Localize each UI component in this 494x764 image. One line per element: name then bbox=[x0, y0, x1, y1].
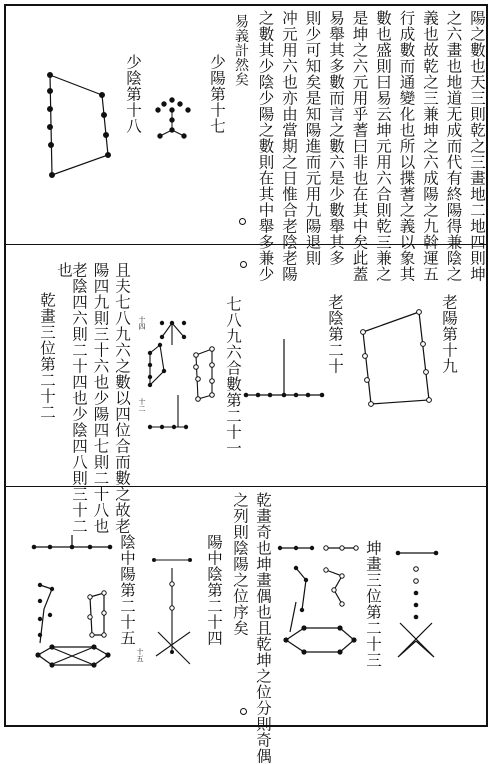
text-column: 義也故乾之三兼坤之六成陽之九斡運五 bbox=[421, 10, 439, 282]
title-laoyang-19: 老陽第十九 bbox=[440, 294, 458, 374]
diagram-laoyang bbox=[355, 308, 445, 418]
ring-marker bbox=[240, 261, 247, 268]
text-column: 行成數而通變化也所以揲蓍之義以象其 bbox=[397, 10, 416, 282]
text-column: 陽之數也天三則乾之三畫地二地四則坤 bbox=[468, 10, 486, 282]
title-shaoyang-17: 少陽第十七 bbox=[208, 54, 226, 134]
text-column: 且夫七八九六之數以四位合而數之故老 bbox=[113, 262, 131, 534]
diagram-shaoyin bbox=[40, 65, 120, 195]
small-mark-1: 十四 bbox=[138, 316, 146, 330]
title-qian-22: 乾畫三位第二十二 bbox=[38, 292, 56, 420]
text-column: 乾畫奇也坤畫偶也且乾坤之位分則奇偶 bbox=[254, 492, 272, 764]
title-yinzhongyang-25: 陰中陽第二十五 bbox=[118, 534, 136, 646]
title-shaoyin-18: 少陰第十八 bbox=[124, 54, 142, 134]
diagram-qian-kun-pair bbox=[276, 540, 366, 670]
title-laoyin-20: 老陰第二十 bbox=[326, 294, 344, 374]
text-column: 是坤之六元用乎蓍曰非也在其中矣此蓋 bbox=[350, 10, 369, 282]
diagram-cross bbox=[238, 335, 328, 405]
title-yangzhongyin-24: 陽中陰第二十四 bbox=[205, 534, 223, 646]
title-hesu-21: 七八九六合數第二十一 bbox=[224, 296, 242, 456]
ring-marker bbox=[239, 218, 246, 225]
middle-end-char: 也 bbox=[55, 262, 73, 278]
text-column: 則少可知矣是知陽進而元用九陽退則 bbox=[303, 10, 322, 266]
diagram-yangzhongyin bbox=[150, 548, 210, 678]
text-column: 之六畫也地道无成而代有終陽得兼陰之 bbox=[444, 10, 463, 282]
text-column: 老陰四六則二十四也少陰四八則三十二 bbox=[70, 262, 88, 534]
small-mark-2: 十二 bbox=[138, 398, 146, 412]
text-column: 數也盛則曰易云坤元用六合則乾三兼之 bbox=[374, 10, 392, 282]
text-column: 之數其少陰少陽之數則在其中舉多兼少 bbox=[256, 10, 275, 282]
small-mark-3: 十五 bbox=[136, 648, 144, 662]
ring-marker bbox=[240, 708, 247, 715]
text-column: 易舉其多數而言之數六是少數舉其多 bbox=[327, 10, 345, 266]
title-kun-23: 坤畫三位第二十三 bbox=[364, 540, 382, 668]
diagram-yinzhongyang bbox=[30, 535, 120, 670]
note-text: 易義計然矣 bbox=[233, 14, 249, 87]
diagram-kun bbox=[392, 545, 472, 665]
diagram-hesu bbox=[140, 315, 230, 435]
diagram-shaoyang bbox=[150, 90, 210, 160]
text-column: 之列則陰陽之位序矣 bbox=[231, 492, 249, 636]
text-column: 陽四九則三十六也少陽四七則二十八也 bbox=[91, 262, 110, 534]
text-column: 冲元用六也亦由當期之日惟合老陰老陽 bbox=[280, 10, 298, 282]
